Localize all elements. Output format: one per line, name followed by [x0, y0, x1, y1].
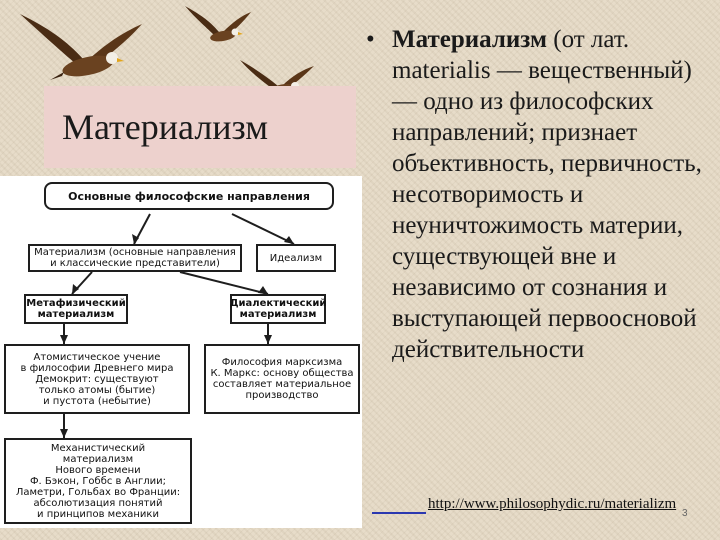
eagle-icon — [183, 4, 253, 50]
atomistic-doctrine-node: Атомистическое учение в философии Древнего мира Демокрит: существуют только атомы (бытие) и пустота (небытие) — [4, 344, 190, 414]
definition-bullet — [366, 24, 712, 365]
metaphysical-materialism-node: Метафизический материализм — [24, 294, 128, 324]
source-link[interactable]: http://www.philosophydic.ru/materializm — [428, 496, 677, 512]
idealism-node: Идеализм — [256, 244, 336, 272]
definition-text — [392, 24, 712, 365]
dialectical-materialism-node: Диалектический материализм — [230, 294, 326, 324]
diagram-header-node: Основные философские направления — [44, 182, 334, 210]
page-number: 3 — [682, 508, 688, 519]
philosophy-diagram — [0, 176, 362, 528]
definition-body: (от лат. materialis — вещественный) — одно из философских направлений; признает объективность, первичность, несотворимость и неуничтожимость материи, существующей вне и независимо от сознания и выступающей первоосновой действительности — [392, 26, 702, 363]
slide-title: Материализм — [62, 107, 269, 147]
link-underline-bar — [372, 512, 426, 514]
marxism-node: Философия марксизма К. Маркс: основу общества составляет материальное производство — [204, 344, 360, 414]
definition-term: Материализм — [392, 26, 548, 53]
materialism-node: Материализм (основные направления и классические представители) — [28, 244, 242, 272]
bullet-marker: • — [366, 26, 375, 53]
eagle-icon — [14, 10, 144, 92]
mechanistic-materialism-node: Механистический материализм Нового времени Ф. Бэкон, Гоббс в Англии; Ламетри, Гольбах во Франции: абсолютизация понятий и принципов механики — [4, 438, 192, 524]
title-box — [44, 86, 356, 168]
